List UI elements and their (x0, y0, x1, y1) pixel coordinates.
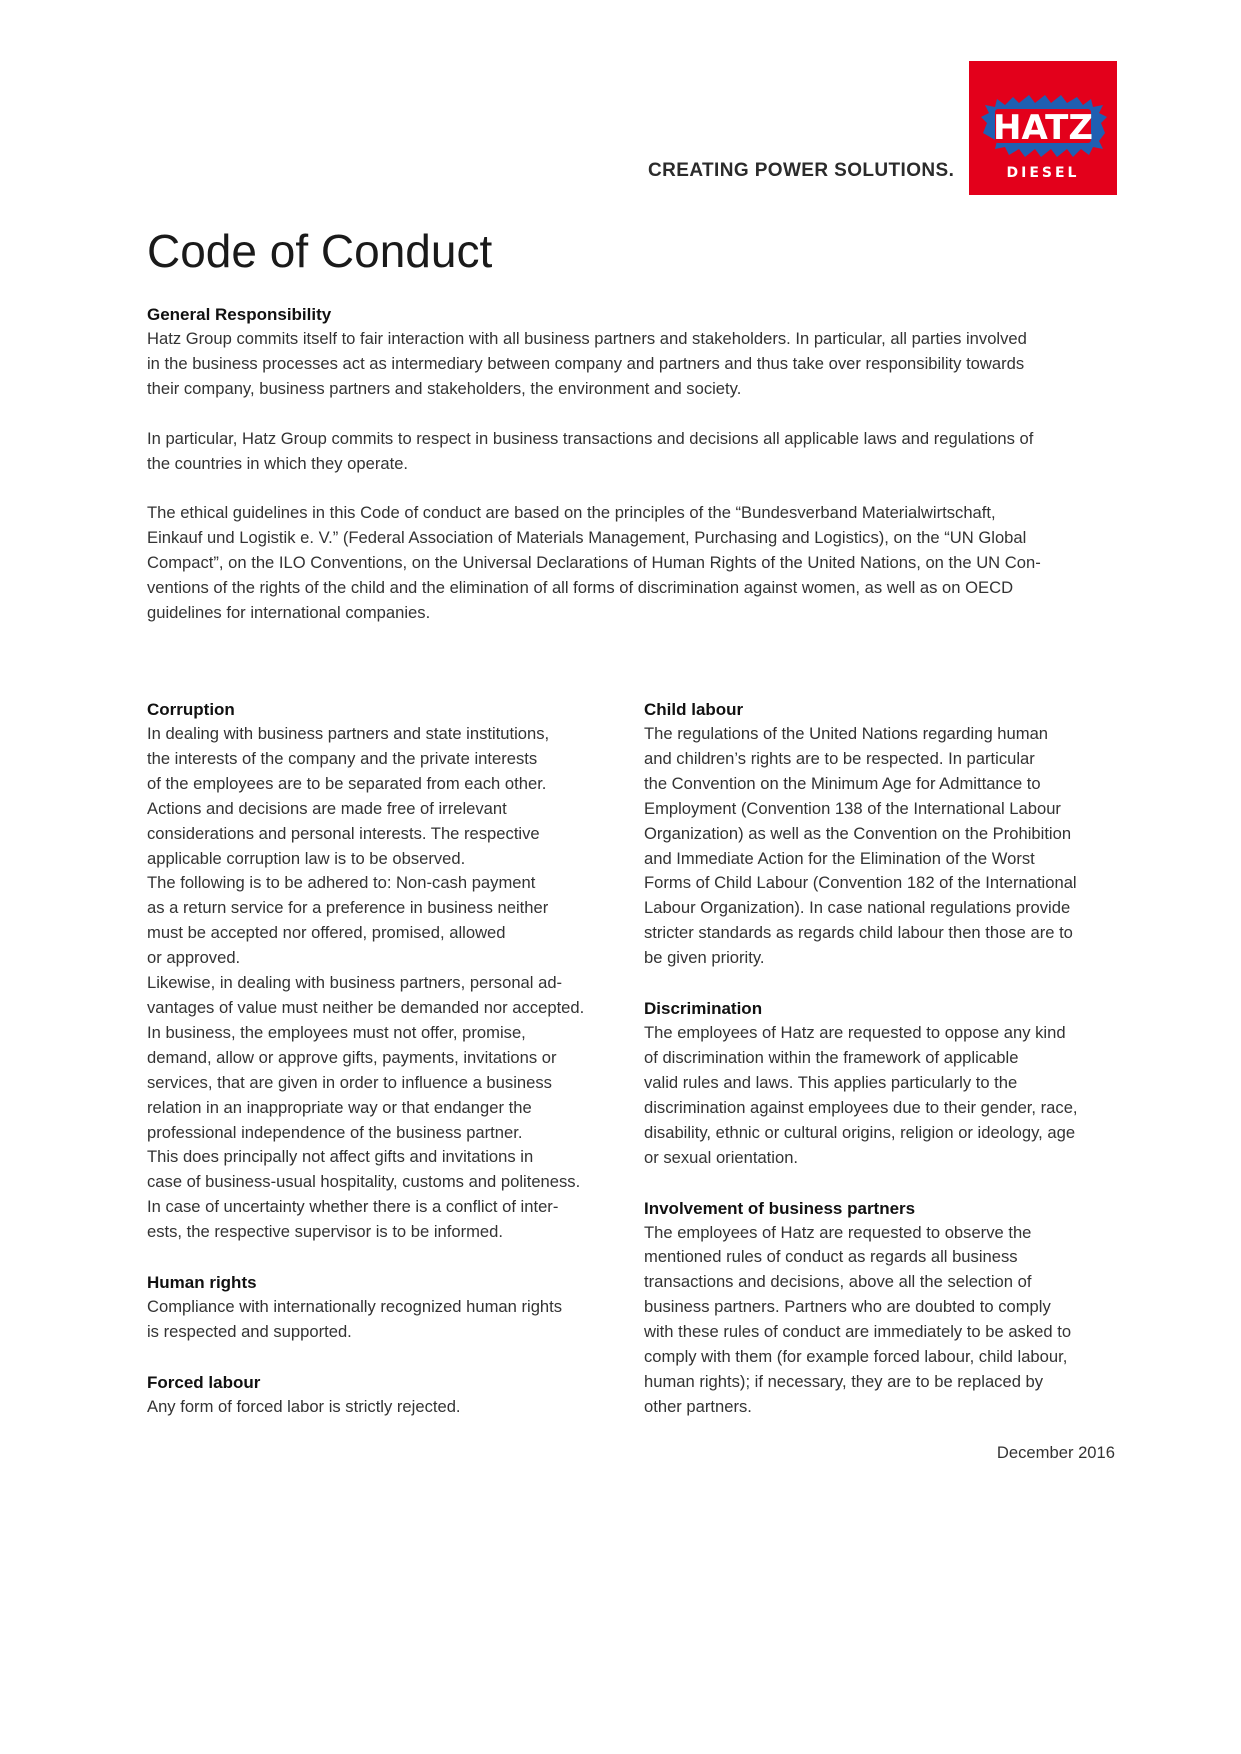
intro-paragraph (147, 327, 1107, 402)
text-line: other partners. (644, 1396, 752, 1416)
text-line: The ethical guidelines in this Code of conduct are based on the principles of the “Bundesverband Materialwirtschaft, (147, 503, 996, 523)
section-body (644, 1221, 1124, 1420)
text-line: relation in an inappropriate way or that endanger the (147, 1097, 532, 1117)
text-line: in the business processes act as intermediary between company and partners and thus take over responsibility towards (147, 353, 1025, 373)
text-line: Likewise, in dealing with business partners, personal ad- (147, 973, 563, 993)
text-line: In case of uncertainty whether there is a conflict of inter- (147, 1197, 559, 1217)
text-line: ventions of the rights of the child and the elimination of all forms of discrimination against women, as well as on OECD (147, 578, 1014, 598)
tagline: CREATING POWER SOLUTIONS. (648, 160, 955, 181)
text-line: ests, the respective supervisor is to be informed. (147, 1222, 504, 1242)
text-line: vantages of value must neither be demanded nor accepted. (147, 997, 585, 1017)
text-line: The regulations of the United Nations regarding human (644, 724, 1049, 743)
text-line: the countries in which they operate. (147, 453, 409, 473)
section-human-rights (147, 1270, 627, 1345)
logo-main-text: HATZ (993, 108, 1093, 148)
text-line: Compliance with internationally recognized human rights (147, 1297, 563, 1317)
text-line: Any form of forced labor is strictly rejected. (147, 1396, 461, 1416)
text-line: must be accepted nor offered, promised, allowed (147, 923, 506, 943)
text-line: comply with them (for example forced labour, child labour, (644, 1347, 1068, 1367)
left-column (147, 697, 627, 1445)
section-body (147, 1295, 627, 1345)
text-line: The employees of Hatz are requested to oppose any kind (644, 1023, 1066, 1043)
section-forced-labour (147, 1370, 627, 1420)
text-line: Compact”, on the ILO Conventions, on the Universal Declarations of Human Rights of the United Nations, on the UN Con- (147, 553, 1041, 573)
text-line: and Immediate Action for the Elimination of the Worst (644, 848, 1035, 868)
intro-section (147, 302, 1107, 626)
section-heading: Forced labour (147, 1372, 261, 1392)
text-line: Labour Organization). In case national regulations provide (644, 898, 1071, 918)
text-line: In particular, Hatz Group commits to respect in business transactions and decisions all applicable laws and regulations of (147, 428, 1034, 448)
text-line: considerations and personal interests. The respective (147, 823, 540, 843)
text-line: or approved. (147, 948, 241, 968)
section-discrimination (644, 996, 1124, 1170)
text-line: case of business-usual hospitality, customs and politeness. (147, 1172, 581, 1192)
text-line: or sexual orientation. (644, 1147, 799, 1167)
section-involvement-of-business-partners (644, 1196, 1124, 1420)
section-body (147, 1395, 627, 1420)
section-child-labour (644, 697, 1124, 971)
intro-paragraph (147, 501, 1107, 626)
text-line: business partners. Partners who are doubted to comply (644, 1297, 1051, 1317)
text-line: professional independence of the business partner. (147, 1122, 523, 1142)
intro-paragraph (147, 427, 1107, 477)
text-line: disability, ethnic or cultural origins, religion or ideology, age (644, 1122, 1076, 1142)
section-heading: Corruption (147, 700, 235, 719)
section-heading: Involvement of business partners (644, 1198, 916, 1218)
text-line: their company, business partners and stakeholders, the environment and society. (147, 378, 742, 398)
section-heading: Human rights (147, 1273, 257, 1293)
text-line: In dealing with business partners and state institutions, (147, 724, 550, 743)
text-line: Employment (Convention 138 of the International Labour (644, 798, 1061, 818)
text-line: the interests of the company and the private interests (147, 748, 538, 768)
text-line: as a return service for a preference in business neither (147, 898, 549, 918)
text-line: applicable corruption law is to be observed. (147, 848, 466, 868)
text-line: is respected and supported. (147, 1321, 352, 1341)
section-corruption (147, 697, 627, 1245)
text-line: guidelines for international companies. (147, 602, 431, 622)
section-body (644, 722, 1124, 971)
text-line: be given priority. (644, 948, 765, 968)
text-line: The following is to be adhered to: Non-cash payment (147, 873, 536, 893)
text-line: Forms of Child Labour (Convention 182 of the International (644, 873, 1077, 893)
text-line: discrimination against employees due to their gender, race, (644, 1097, 1078, 1117)
text-line: and children’s rights are to be respected. In particular (644, 748, 1035, 768)
text-line: services, that are given in order to influence a business (147, 1072, 552, 1092)
section-heading: Discrimination (644, 999, 763, 1019)
page-title: Code of Conduct (147, 225, 493, 277)
text-line: human rights); if necessary, they are to be replaced by (644, 1371, 1044, 1391)
text-line: Hatz Group commits itself to fair interaction with all business partners and stakeholders. In particular, all parties involved (147, 329, 1027, 348)
text-line: demand, allow or approve gifts, payments, invitations or (147, 1047, 557, 1067)
text-line: stricter standards as regards child labour then those are to (644, 923, 1073, 943)
section-heading: General Responsibility (147, 305, 332, 324)
text-line: valid rules and laws. This applies particularly to the (644, 1072, 1018, 1092)
logo-sub-text: DIESEL (1006, 165, 1080, 181)
text-line: mentioned rules of conduct as regards all business (644, 1247, 1018, 1267)
text-line: the Convention on the Minimum Age for Admittance to (644, 773, 1041, 793)
section-heading: Child labour (644, 700, 744, 719)
section-body (644, 1021, 1124, 1170)
text-line: transactions and decisions, above all the selection of (644, 1272, 1032, 1292)
text-line: Organization) as well as the Convention on the Prohibition (644, 823, 1072, 843)
text-line: with these rules of conduct are immediately to be asked to (644, 1322, 1072, 1342)
text-line: of discrimination within the framework of applicable (644, 1047, 1019, 1067)
hatz-diesel-logo (969, 61, 1117, 195)
text-line: of the employees are to be separated from each other. (147, 773, 547, 793)
text-line: This does principally not affect gifts and invitations in (147, 1147, 534, 1167)
text-line: In business, the employees must not offer, promise, (147, 1022, 526, 1042)
right-column (644, 697, 1124, 1445)
text-line: The employees of Hatz are requested to observe the (644, 1222, 1032, 1242)
text-line: Einkauf und Logistik e. V.” (Federal Association of Materials Management, Purchasing and Logistics), on the “UN Global (147, 528, 1027, 548)
section-body (147, 722, 627, 1245)
document-date: December 2016 (996, 1443, 1115, 1462)
text-line: Actions and decisions are made free of irrelevant (147, 798, 507, 818)
